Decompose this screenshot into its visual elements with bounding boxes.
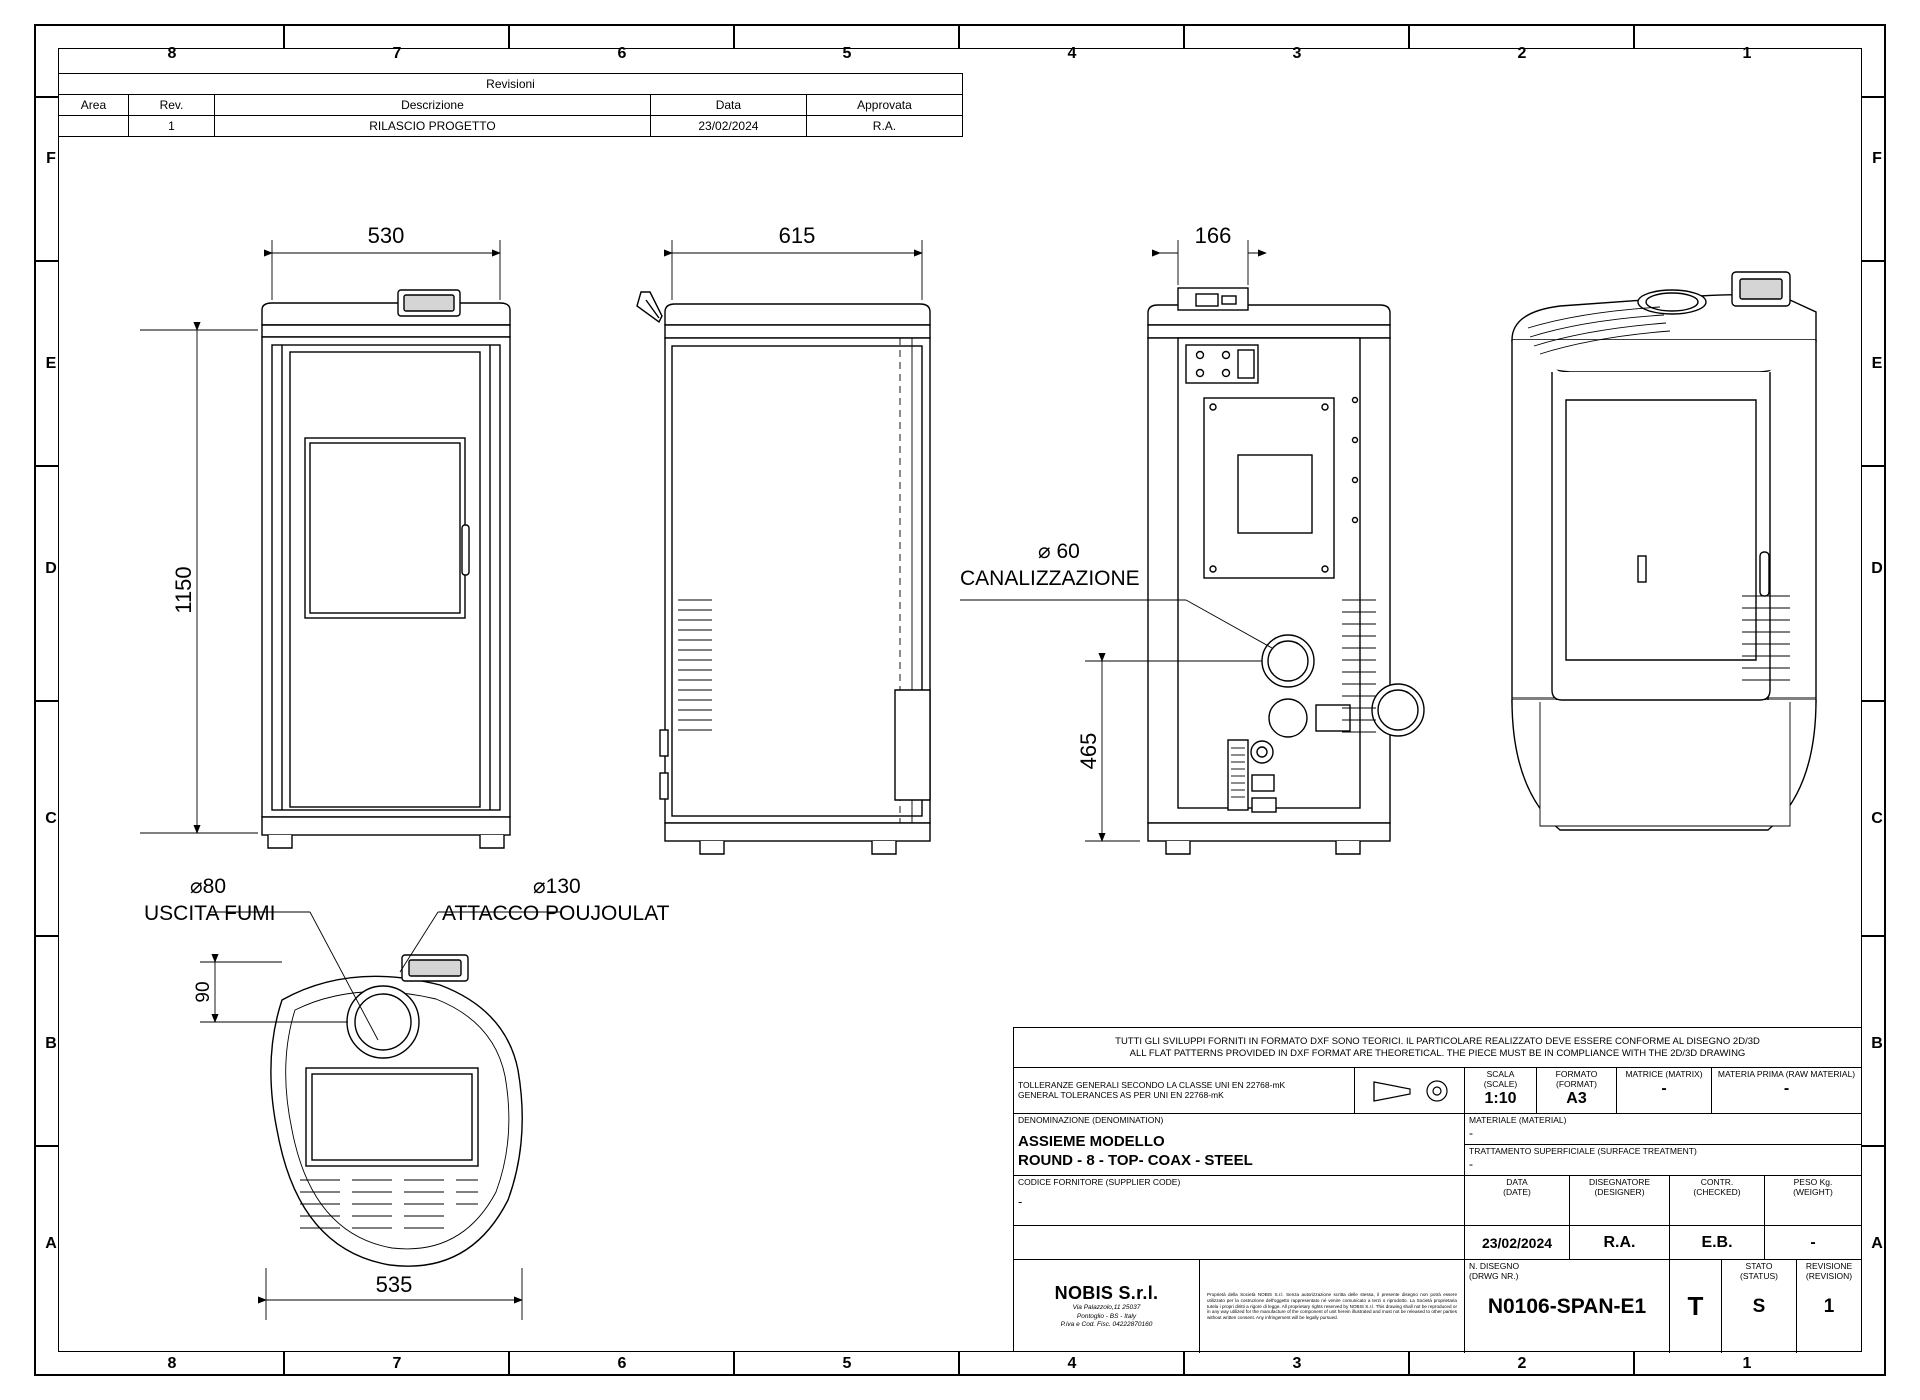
revision-label-en: (REVISION) bbox=[1805, 1270, 1853, 1281]
revisions-header-rev: Rev. bbox=[128, 95, 214, 116]
frame-tick bbox=[283, 24, 285, 48]
column-label-top-8: 8 bbox=[167, 45, 177, 62]
dim-front-width: 530 bbox=[367, 223, 405, 248]
scale-value: 1:10 bbox=[1484, 1089, 1517, 1107]
denomination-line1: ASSIEME MODELLO bbox=[1018, 1132, 1165, 1150]
column-label-bottom-7: 7 bbox=[392, 1355, 402, 1372]
projection-cone-icon bbox=[1370, 1078, 1416, 1104]
frame-tick bbox=[1862, 935, 1886, 937]
row-label-right-A: A bbox=[1871, 1235, 1883, 1252]
company-address-2: Pontoglio - BS - Italy bbox=[1076, 1312, 1137, 1320]
projection-circle-icon bbox=[1424, 1078, 1450, 1104]
column-label-bottom-2: 2 bbox=[1517, 1355, 1527, 1372]
column-label-top-7: 7 bbox=[392, 45, 402, 62]
revision-label-it: REVISIONE bbox=[1805, 1261, 1853, 1271]
revision-area bbox=[59, 116, 129, 137]
frame-tick bbox=[1862, 96, 1886, 98]
revisions-header-approvata: Approvata bbox=[806, 95, 962, 116]
frame-tick bbox=[508, 1352, 510, 1376]
revisions-header-data: Data bbox=[650, 95, 806, 116]
frame-tick bbox=[34, 935, 58, 937]
weight-label-en: (WEIGHT) bbox=[1793, 1186, 1833, 1197]
frame-tick bbox=[958, 24, 960, 48]
row-label-right-E: E bbox=[1871, 355, 1883, 372]
date-label-it: DATA bbox=[1506, 1177, 1528, 1187]
column-label-top-3: 3 bbox=[1292, 45, 1302, 62]
frame-tick bbox=[1633, 1352, 1635, 1376]
tolerances-it: TOLLERANZE GENERALI SECONDO LA CLASSE UNI EN 22768-mK bbox=[1018, 1079, 1286, 1090]
frame-tick bbox=[1183, 1352, 1185, 1376]
revisions-header-descrizione: Descrizione bbox=[215, 95, 651, 116]
frame-tick bbox=[34, 1145, 58, 1147]
material-value: - bbox=[1469, 1125, 1473, 1140]
revisions-header-row bbox=[59, 95, 963, 116]
material-label: MATERIALE (MATERIAL) bbox=[1469, 1115, 1567, 1125]
company-address-3: P.iva e Cod. Fisc. 04222870160 bbox=[1060, 1321, 1153, 1329]
frame-tick bbox=[1408, 24, 1410, 48]
frame-tick bbox=[1862, 465, 1886, 467]
column-label-top-6: 6 bbox=[617, 45, 627, 62]
format-value: A3 bbox=[1566, 1089, 1587, 1107]
column-label-bottom-8: 8 bbox=[167, 1355, 177, 1372]
row-label-right-C: C bbox=[1871, 810, 1883, 827]
denomination-line2: ROUND - 8 - TOP- COAX - STEEL bbox=[1018, 1152, 1253, 1170]
designer-label-en: (DESIGNER) bbox=[1594, 1186, 1645, 1197]
column-label-bottom-5: 5 bbox=[842, 1355, 852, 1372]
raw-material-value: - bbox=[1783, 1079, 1790, 1097]
row-label-left-D: D bbox=[45, 560, 57, 577]
note-it: TUTTI GLI SVILUPPI FORNITI IN FORMATO DXF SONO TEORICI. IL PARTICOLARE REALIZZATO DEVE ESSERE CONFORME AL DISEGNO 2D/3D bbox=[1115, 1036, 1760, 1047]
callout-uscita-fumi-label: USCITA FUMI bbox=[144, 902, 276, 925]
row-label-right-B: B bbox=[1871, 1035, 1883, 1052]
table-row bbox=[59, 116, 963, 137]
status-label-en: (STATUS) bbox=[1740, 1270, 1778, 1281]
date-value: 23/02/2024 bbox=[1481, 1234, 1553, 1251]
company-address-1: Via Palazzolo,11 25037 bbox=[1072, 1303, 1141, 1311]
revisions-table bbox=[58, 73, 963, 137]
note-en: ALL FLAT PATTERNS PROVIDED IN DXF FORMAT ARE THEORETICAL. THE PIECE MUST BE IN COMPLIANCE WITH THE 2D/3D DRAWING bbox=[1129, 1047, 1746, 1059]
row-label-left-C: C bbox=[45, 810, 57, 827]
frame-tick bbox=[1862, 260, 1886, 262]
row-label-left-F: F bbox=[46, 150, 56, 167]
surface-treatment-value: - bbox=[1469, 1156, 1473, 1171]
denomination-label: DENOMINAZIONE (DENOMINATION) bbox=[1018, 1115, 1164, 1125]
revision-value: 1 bbox=[1823, 1295, 1835, 1317]
frame-tick bbox=[34, 465, 58, 467]
dim-top-width: 535 bbox=[375, 1272, 413, 1297]
dim-height: 1150 bbox=[171, 566, 196, 614]
surface-treatment-label: TRATTAMENTO SUPERFICIALE (SURFACE TREATMENT) bbox=[1469, 1146, 1697, 1156]
column-label-bottom-1: 1 bbox=[1742, 1355, 1752, 1372]
column-label-top-4: 4 bbox=[1067, 45, 1077, 62]
frame-tick bbox=[1862, 700, 1886, 702]
drawing-number-value: N0106-SPAN-E1 bbox=[1487, 1294, 1647, 1318]
column-label-bottom-4: 4 bbox=[1067, 1355, 1077, 1372]
revision-data: 23/02/2024 bbox=[650, 116, 806, 137]
revisions-title: Revisioni bbox=[59, 74, 963, 95]
format-label: FORMATO (FORMAT) bbox=[1555, 1069, 1598, 1089]
dim-side-depth: 615 bbox=[778, 223, 816, 248]
designer-value: R.A. bbox=[1603, 1233, 1636, 1251]
frame-tick bbox=[733, 24, 735, 48]
weight-label-it: PESO Kg. bbox=[1793, 1177, 1833, 1187]
frame-tick bbox=[958, 1352, 960, 1376]
revisions-header-area: Area bbox=[59, 95, 129, 116]
column-label-bottom-3: 3 bbox=[1292, 1355, 1302, 1372]
frame-tick bbox=[34, 700, 58, 702]
row-label-left-E: E bbox=[45, 355, 57, 372]
callout-attacco-poujoulat-diameter: ⌀130 bbox=[533, 875, 581, 898]
checked-label-en: (CHECKED) bbox=[1693, 1186, 1741, 1197]
column-label-bottom-6: 6 bbox=[617, 1355, 627, 1372]
frame-tick bbox=[34, 96, 58, 98]
frame-tick bbox=[34, 260, 58, 262]
status-label-it: STATO bbox=[1745, 1261, 1773, 1271]
column-label-top-2: 2 bbox=[1517, 45, 1527, 62]
row-label-right-F: F bbox=[1872, 150, 1882, 167]
row-label-right-D: D bbox=[1871, 560, 1883, 577]
frame-tick bbox=[1633, 24, 1635, 48]
callout-canalizzazione-diameter: ⌀ 60 bbox=[1038, 540, 1080, 563]
frame-tick bbox=[1408, 1352, 1410, 1376]
matrix-label: MATRICE (MATRIX) bbox=[1625, 1069, 1703, 1079]
dim-flue-offset: 90 bbox=[193, 981, 214, 1003]
date-label-en: (DATE) bbox=[1503, 1186, 1531, 1197]
column-label-top-1: 1 bbox=[1742, 45, 1752, 62]
callout-uscita-fumi-diameter: ⌀80 bbox=[190, 875, 227, 898]
dim-back-width: 166 bbox=[1194, 223, 1232, 248]
tolerances-en: GENERAL TOLERANCES AS PER UNI EN 22768-mK bbox=[1018, 1089, 1224, 1100]
company-name: NOBIS S.r.l. bbox=[1054, 1282, 1159, 1303]
checked-value: E.B. bbox=[1701, 1233, 1733, 1251]
drawing-number-label-it: N. DISEGNO bbox=[1469, 1261, 1520, 1271]
frame-tick bbox=[508, 24, 510, 48]
drawing-number-label-en: (DRWG NR.) bbox=[1469, 1270, 1519, 1281]
frame-tick bbox=[733, 1352, 735, 1376]
scale-label: SCALA (SCALE) bbox=[1483, 1069, 1518, 1089]
row-label-left-B: B bbox=[45, 1035, 57, 1052]
revision-descrizione: RILASCIO PROGETTO bbox=[215, 116, 651, 137]
supplier-code-value: - bbox=[1018, 1193, 1023, 1209]
designer-label-it: DISEGNATORE bbox=[1588, 1177, 1651, 1187]
frame-tick bbox=[1183, 24, 1185, 48]
legal-notice: Proprietà della Società NOBIS S.r.l. Senza autorizzazione scritta delle stessa, il presente disegno non potrà essere utilizzato per la costruzione dell'oggetto rappresentato né venire comunicato a terzi o riprodotto. La Società proprietaria tutela i propri diritti a rigore di legge. All proprietary rights reserved by NOBIS S.r.l. This drawing shall not be reproduced or in any way utilized for the manufacture of the component of unit herein illustrated and must not be released to other parties without written consent. Any infringement will be legally pursued. bbox=[1207, 1292, 1457, 1321]
column-label-top-5: 5 bbox=[842, 45, 852, 62]
projection-symbol: T bbox=[1687, 1291, 1704, 1321]
dim-duct-height: 465 bbox=[1076, 732, 1101, 770]
title-block bbox=[1013, 1027, 1862, 1352]
status-value: S bbox=[1752, 1295, 1766, 1317]
matrix-value: - bbox=[1661, 1079, 1667, 1097]
revision-rev: 1 bbox=[128, 116, 214, 137]
callout-canalizzazione-label: CANALIZZAZIONE bbox=[960, 567, 1140, 590]
frame-tick bbox=[283, 1352, 285, 1376]
supplier-code-label: CODICE FORNITORE (SUPPLIER CODE) bbox=[1018, 1177, 1181, 1187]
frame-tick bbox=[1862, 1145, 1886, 1147]
weight-value: - bbox=[1810, 1233, 1816, 1251]
row-label-left-A: A bbox=[45, 1235, 57, 1252]
raw-material-label: MATERIA PRIMA (RAW MATERIAL) bbox=[1717, 1069, 1856, 1079]
checked-label-it: CONTR. bbox=[1700, 1177, 1734, 1187]
callout-attacco-poujoulat-label: ATTACCO POUJOULAT bbox=[442, 902, 670, 925]
revision-approvata: R.A. bbox=[806, 116, 962, 137]
